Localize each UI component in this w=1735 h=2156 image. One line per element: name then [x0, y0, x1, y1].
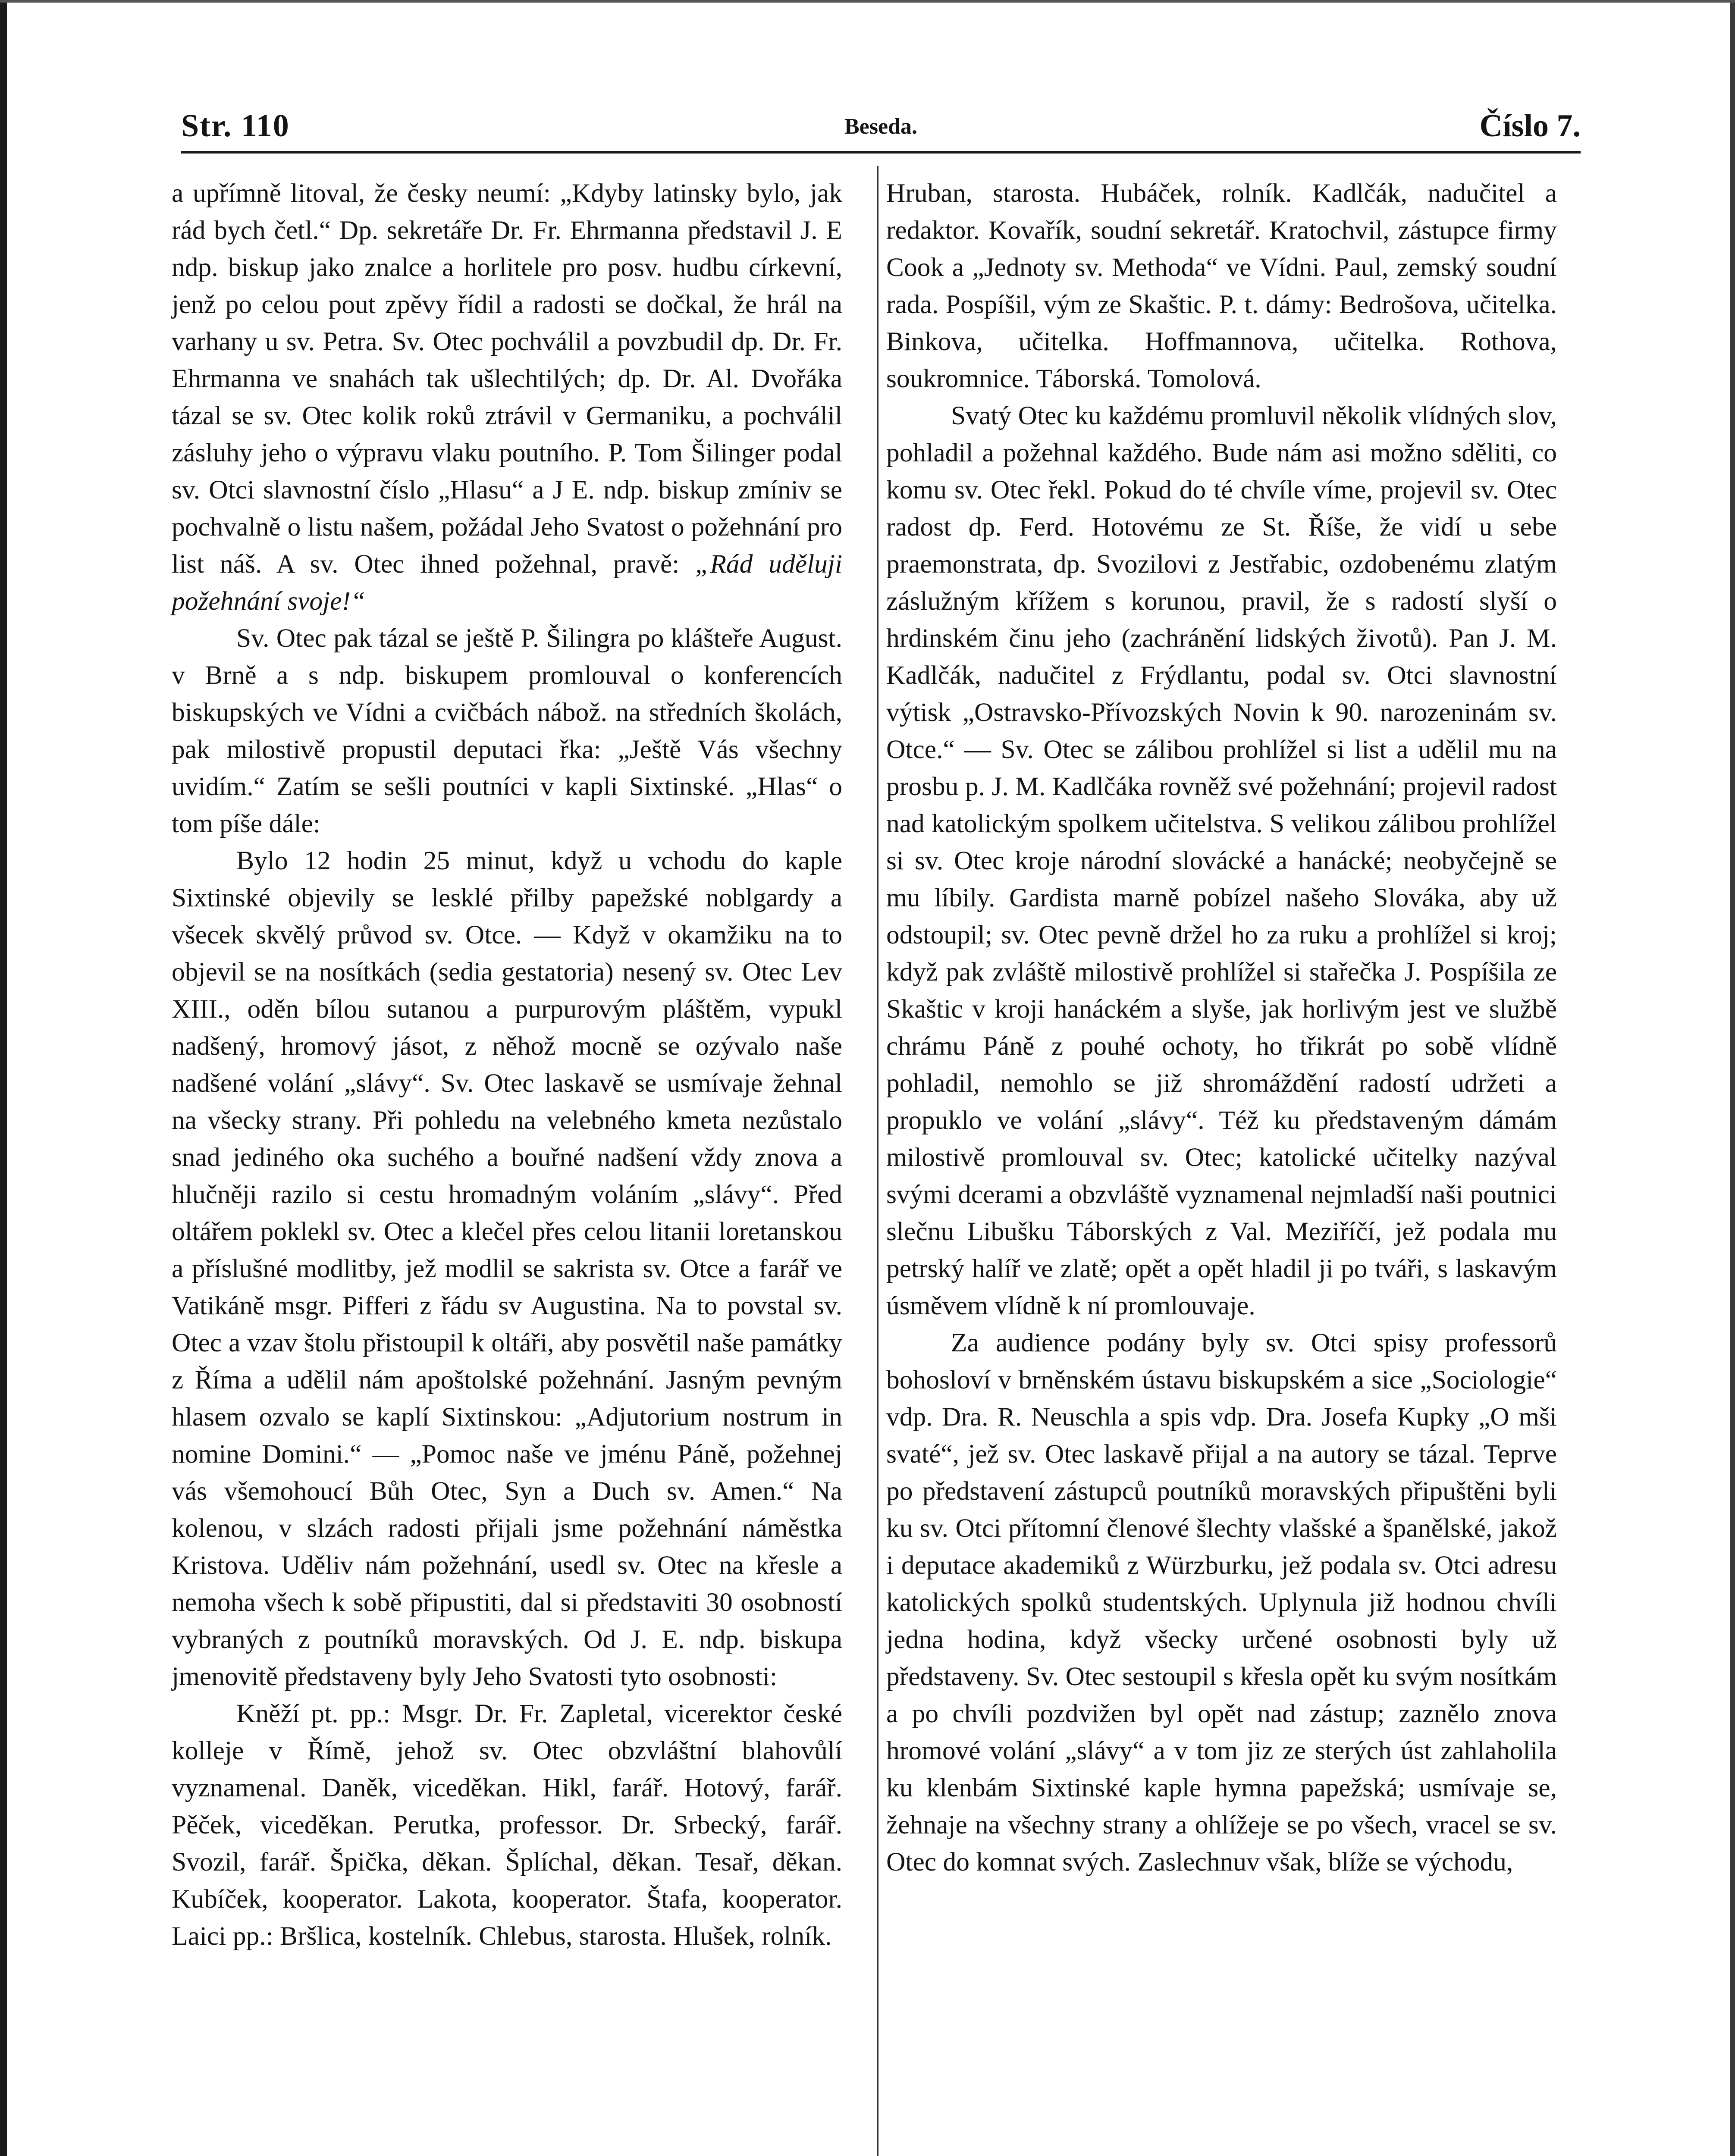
right-paragraph-1: Hruban, starosta. Hubáček, rolník. Kadlčák, nadučitel a redaktor. Kovařík, soudní sekretář. Kratochvil, zástupce firmy Cook a „Jednoty sv. Methoda“ ve Vídni. Paul, zemský soudní rada. Pospíšil, vým ze Skaštic. P. t. dámy: Bedrošova, učitelka. Binkova, učitelka. Hoffmannova, učitelka. Rothova, soukromnice. Táborská. Tomolová. [886, 179, 1557, 393]
left-column [172, 175, 842, 1955]
left-paragraph-1-text: a upřímně litoval, že česky neumí: „Kdyby latinsky bylo, jak rád bych četl.“ Dp. sekretáře Dr. Fr. Ehrmanna představil J. E ndp. biskup jako znalce a horlitele pro posv. hudbu církevní, jenž po celou pout zpěvy řídil a radosti se dočkal, že hrál na varhany u sv. Petra. Sv. Otec pochválil a povzbudil dp. Dr. Fr. Ehrmanna ve snahách tak ušlechtilých; dp. Dr. Al. Dvořáka tázal se sv. Otec kolik roků ztrávil v Germaniku, a pochválil zásluhy jeho o výpravu vlaku poutního. P. Tom Šilinger podal sv. Otci slavnostní číslo „Hlasu“ a J E. ndp. biskup zmíniv se pochvalně o listu našem, požádal Jeho Svatost o požehnání pro list náš. A sv. Otec ihned požehnal, pravě: [172, 179, 842, 579]
left-paragraph-4: Kněží pt. pp.: Msgr. Dr. Fr. Zapletal, vicerektor české kolleje v Římě, jehož sv. Otec obzvláštní blahovůlí vyznamenal. Daněk, viceděkan. Hikl, farář. Hotový, farář. Pěček, viceděkan. Perutka, professor. Dr. Srbecký, farář. Svozil, farář. Špička, děkan. Šplíchal, děkan. Tesař, děkan. Kubíček, kooperator. Lakota, kooperator. Štafa, kooperator. Laici pp.: Bršlica, kostelník. Chlebus, starosta. Hlušek, rolník. [172, 1699, 842, 1951]
page-header [181, 108, 1581, 155]
issue-number: Číslo 7. [1479, 108, 1581, 144]
scan-border-right [1730, 0, 1735, 2156]
column-divider [877, 166, 878, 2156]
scan-border-top [0, 0, 1735, 3]
right-paragraph-3: Za audience podány byly sv. Otci spisy professorů bohosloví v brněnském ústavu biskupském a sice „Sociologie“ vdp. Dra. R. Neuschla a spis vdp. Dra. Josefa Kupky „O mši svaté“, jež sv. Otec laskavě přijal a na autory se tázal. Teprve po představení zástupců poutníků moravských připuštěni byli ku sv. Otci přítomní členové šlechty vlašské a španělské, jakož i deputace akademiků z Würzburku, jež podala sv. Otci adresu katolických spolků studentských. Uplynula již hodnou chvíli jedna hodina, když všecky určené osobnosti byly už představeny. Sv. Otec sestoupil s křesla opět ku svým nosítkám a po chvíli pozdvižen byl opět nad zástup; zaznělo znova hromové volání „slávy“ a v tom jiz ze sterých úst zahlaholila ku klenbám Sixtinské kaple hymna papežská; usmívaje se, žehnaje na všechny strany a ohlížeje se po všech, vracel se sv. Otec do komnat svých. Zaslechnuv však, blíže se východu, [886, 1328, 1557, 1877]
right-paragraph-2: Svatý Otec ku každému promluvil několik vlídných slov, pohladil a požehnal každého. Bude nám asi možno sděliti, co komu sv. Otec řekl. Pokud do té chvíle víme, projevil sv. Otec radost dp. Ferd. Hotovému ze St. Říše, že vidí u sebe praemonstrata, dp. Svozilovi z Jestřabic, ozdobenému zlatým záslužným křížem s korunou, pravil, že s radostí slyší o hrdinském činu jeho (zachránění lidských životů). Pan J. M. Kadlčák, nadučitel z Frýdlantu, podal sv. Otci slavnostní výtisk „Ostravsko-Přívozských Novin k 90. narozeninám sv. Otce.“ — Sv. Otec se zálibou prohlížel si list a udělil mu na prosbu p. J. M. Kadlčáka rovněž své požehnání; projevil radost nad katolickým spolkem učitelstva. S velikou zálibou prohlížel si sv. Otec kroje národní slovácké a hanácké; neobyčejně se mu líbily. Gardista marně pobízel našeho Slováka, aby už odstoupil; sv. Otec pevně držel ho za ruku a prohlížel si kroj; když pak zvláště milostivě prohlížel si stařečka J. Pospíšila ze Skaštic v kroji hanáckém a slyše, jak horlivým jest ve službě chrámu Páně z pouhé ochoty, ho třikrát po sobě vlídně pohladil, nemohlo se již shromáždění radostí udržeti a propuklo ve volání „slávy“. Též ku představeným dámám milostivě promlouval sv. Otec; katolické učitelky nazýval svými dcerami a obzvláště vyznamenal nejmladší naši poutnici slečnu Libušku Táborských z Val. Meziříčí, jež podala mu petrský halíř ve zlatě; opět a opět hladil ji po tváři, s laskavým úsměvem vlídně k ní promlouvaje. [886, 401, 1557, 1320]
left-paragraph-3: Bylo 12 hodin 25 minut, když u vchodu do kaple Sixtinské objevily se lesklé přilby papežské noblgardy a všecek skvělý průvod sv. Otce. — Když v okamžiku na to objevil se na nosítkách (sedia gestatoria) nesený sv. Otec Lev XIII., oděn bílou sutanou a purpurovým pláštěm, vypukl nadšený, hromový jásot, z něhož mocně se ozývalo naše nadšené volání „slávy“. Sv. Otec laskavě se usmívaje žehnal na všecky strany. Při pohledu na velebného kmeta nezůstalo snad jediného oka suchého a bouřné nadšení vždy znova a hlučněji razilo si cestu hromadným voláním „slávy“. Před oltářem poklekl sv. Otec a klečel přes celou litanii loretanskou a příslušné modlitby, jež modlil se sakrista sv. Otce a farář ve Vatikáně msgr. Pifferi z řádu sv Augustina. Na to povstal sv. Otec a vzav štolu přistoupil k oltáři, aby posvětil naše památky z Říma a udělil nám apoštolské požehnání. Jasným pevným hlasem ozvalo se kaplí Sixtinskou: „Adjutorium nostrum in nomine Domini.“ — „Pomoc naše ve jménu Páně, požehnej vás všemohoucí Bůh Otec, Syn a Duch sv. Amen.“ Na kolenou, v slzách radosti přijali jsme požehnání náměstka Kristova. Uděliv nám požehnání, usedl sv. Otec na křesle a nemoha všech k sobě připustiti, dal si představiti 30 osobností vybraných z poutníků moravských. Od J. E. ndp. biskupa jmenovitě představeny byly Jeho Svatosti tyto osobnosti: [172, 846, 842, 1691]
left-paragraph-1 [172, 175, 842, 620]
scan-border-left [0, 0, 7, 2156]
header-rule [181, 151, 1581, 154]
left-paragraph-2: Sv. Otec pak tázal se ještě P. Šilingra po klášteře August. v Brně a s ndp. biskupem promlouval o konferencích biskupských ve Vídni a cvičbách nábož. na středních školách, pak milostivě propustil deputaci řka: „Ještě Vás všechny uvidím.“ Zatím se sešli poutníci v kapli Sixtinské. „Hlas“ o tom píše dále: [172, 624, 842, 838]
running-title: Beseda. [844, 114, 917, 139]
page-number: Str. 110 [181, 108, 290, 144]
blessing-quote: „Rád uděluji požehnání svoje!“ [172, 549, 843, 616]
right-column [886, 175, 1557, 1880]
